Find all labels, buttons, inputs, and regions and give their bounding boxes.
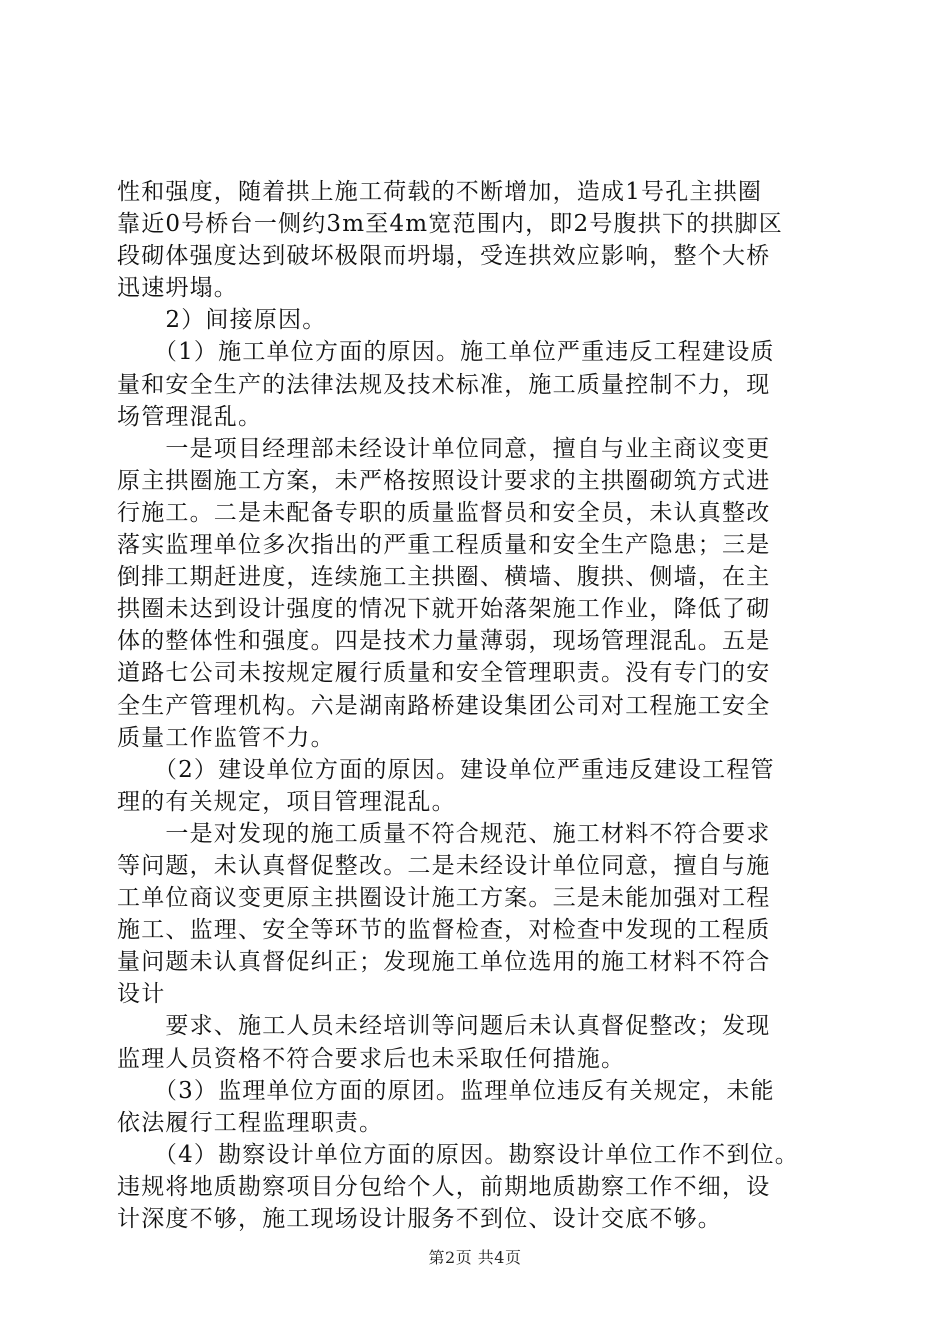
- text-line: 一是项目经理部未经设计单位同意，擅自与业主商议变更: [117, 435, 771, 462]
- text-line: （2）建设单位方面的原因。建设单位严重违反建设工程管: [117, 756, 775, 783]
- text-line: 倒排工期赶进度，连续施工主拱圈、横墙、腹拱、侧墙，在主: [117, 564, 771, 591]
- text-line: 量问题未认真督促纠正；发现施工单位选用的施工材料不符合: [117, 949, 771, 976]
- text-line: 迅速坍塌。: [117, 275, 238, 302]
- text-line: 体的整体性和强度。四是技术力量薄弱，现场管理混乱。五是: [117, 628, 771, 655]
- text-line: 靠近0号桥台一侧约3m至4m宽范围内，即2号腹拱下的拱脚区: [117, 211, 783, 238]
- text-line: 要求、施工人员未经培训等问题后未认真督促整改；发现: [117, 1013, 771, 1040]
- text-line: 拱圈未达到设计强度的情况下就开始落架施工作业，降低了砌: [117, 596, 771, 623]
- text-line: 违规将地质勘察项目分包给个人，前期地质勘察工作不细，设: [117, 1173, 771, 1200]
- text-line: 落实监理单位多次指出的严重工程质量和安全生产隐患；三是: [117, 532, 771, 559]
- text-line: 量和安全生产的法律法规及技术标准，施工质量控制不力，现: [117, 371, 771, 398]
- text-line: 2）间接原因。: [117, 307, 327, 334]
- text-line: （4）勘察设计单位方面的原因。勘察设计单位工作不到位。: [117, 1141, 799, 1168]
- text-line: 施工、监理、安全等环节的监督检查，对检查中发现的工程质: [117, 917, 771, 944]
- text-line: 段砌体强度达到破坏极限而坍塌，受连拱效应影响，整个大桥: [117, 243, 771, 270]
- text-line: 场管理混乱。: [117, 403, 263, 430]
- text-line: 行施工。二是未配备专职的质量监督员和安全员，未认真整改: [117, 499, 771, 526]
- text-line: 道路七公司未按规定履行质量和安全管理职责。没有专门的安: [117, 660, 771, 687]
- document-body: [117, 176, 842, 1235]
- text-line: （1）施工单位方面的原因。施工单位严重违反工程建设质: [117, 339, 775, 366]
- text-line: （3）监理单位方面的原团。监理单位违反有关规定，未能: [117, 1077, 775, 1104]
- text-line: 等问题，未认真督促整改。二是未经设计单位同意，擅自与施: [117, 852, 771, 879]
- text-line: 原主拱圈施工方案，未严格按照设计要求的主拱圈砌筑方式进: [117, 467, 771, 494]
- text-line: 计深度不够，施工现场设计服务不到位、设计交底不够。: [117, 1206, 722, 1232]
- page-footer: 第2页 共4页: [428, 1248, 522, 1267]
- text-line: 一是对发现的施工质量不符合规范、施工材料不符合要求: [117, 820, 771, 847]
- text-line: 设计: [117, 981, 166, 1008]
- text-line: 全生产管理机构。六是湖南路桥建设集团公司对工程施工安全: [117, 692, 771, 719]
- text-line: 性和强度，随着拱上施工荷载的不断增加，造成1号孔主拱圈: [117, 179, 763, 205]
- text-line: 工单位商议变更原主拱圈设计施工方案。三是未能加强对工程: [117, 885, 771, 912]
- text-line: 依法履行工程监理职责。: [117, 1109, 384, 1136]
- text-line: 理的有关规定，项目管理混乱。: [117, 788, 456, 815]
- text-line: 监理人员资格不符合要求后也未采取任何措施。: [117, 1045, 626, 1072]
- text-line: 质量工作监管不力。: [117, 724, 335, 751]
